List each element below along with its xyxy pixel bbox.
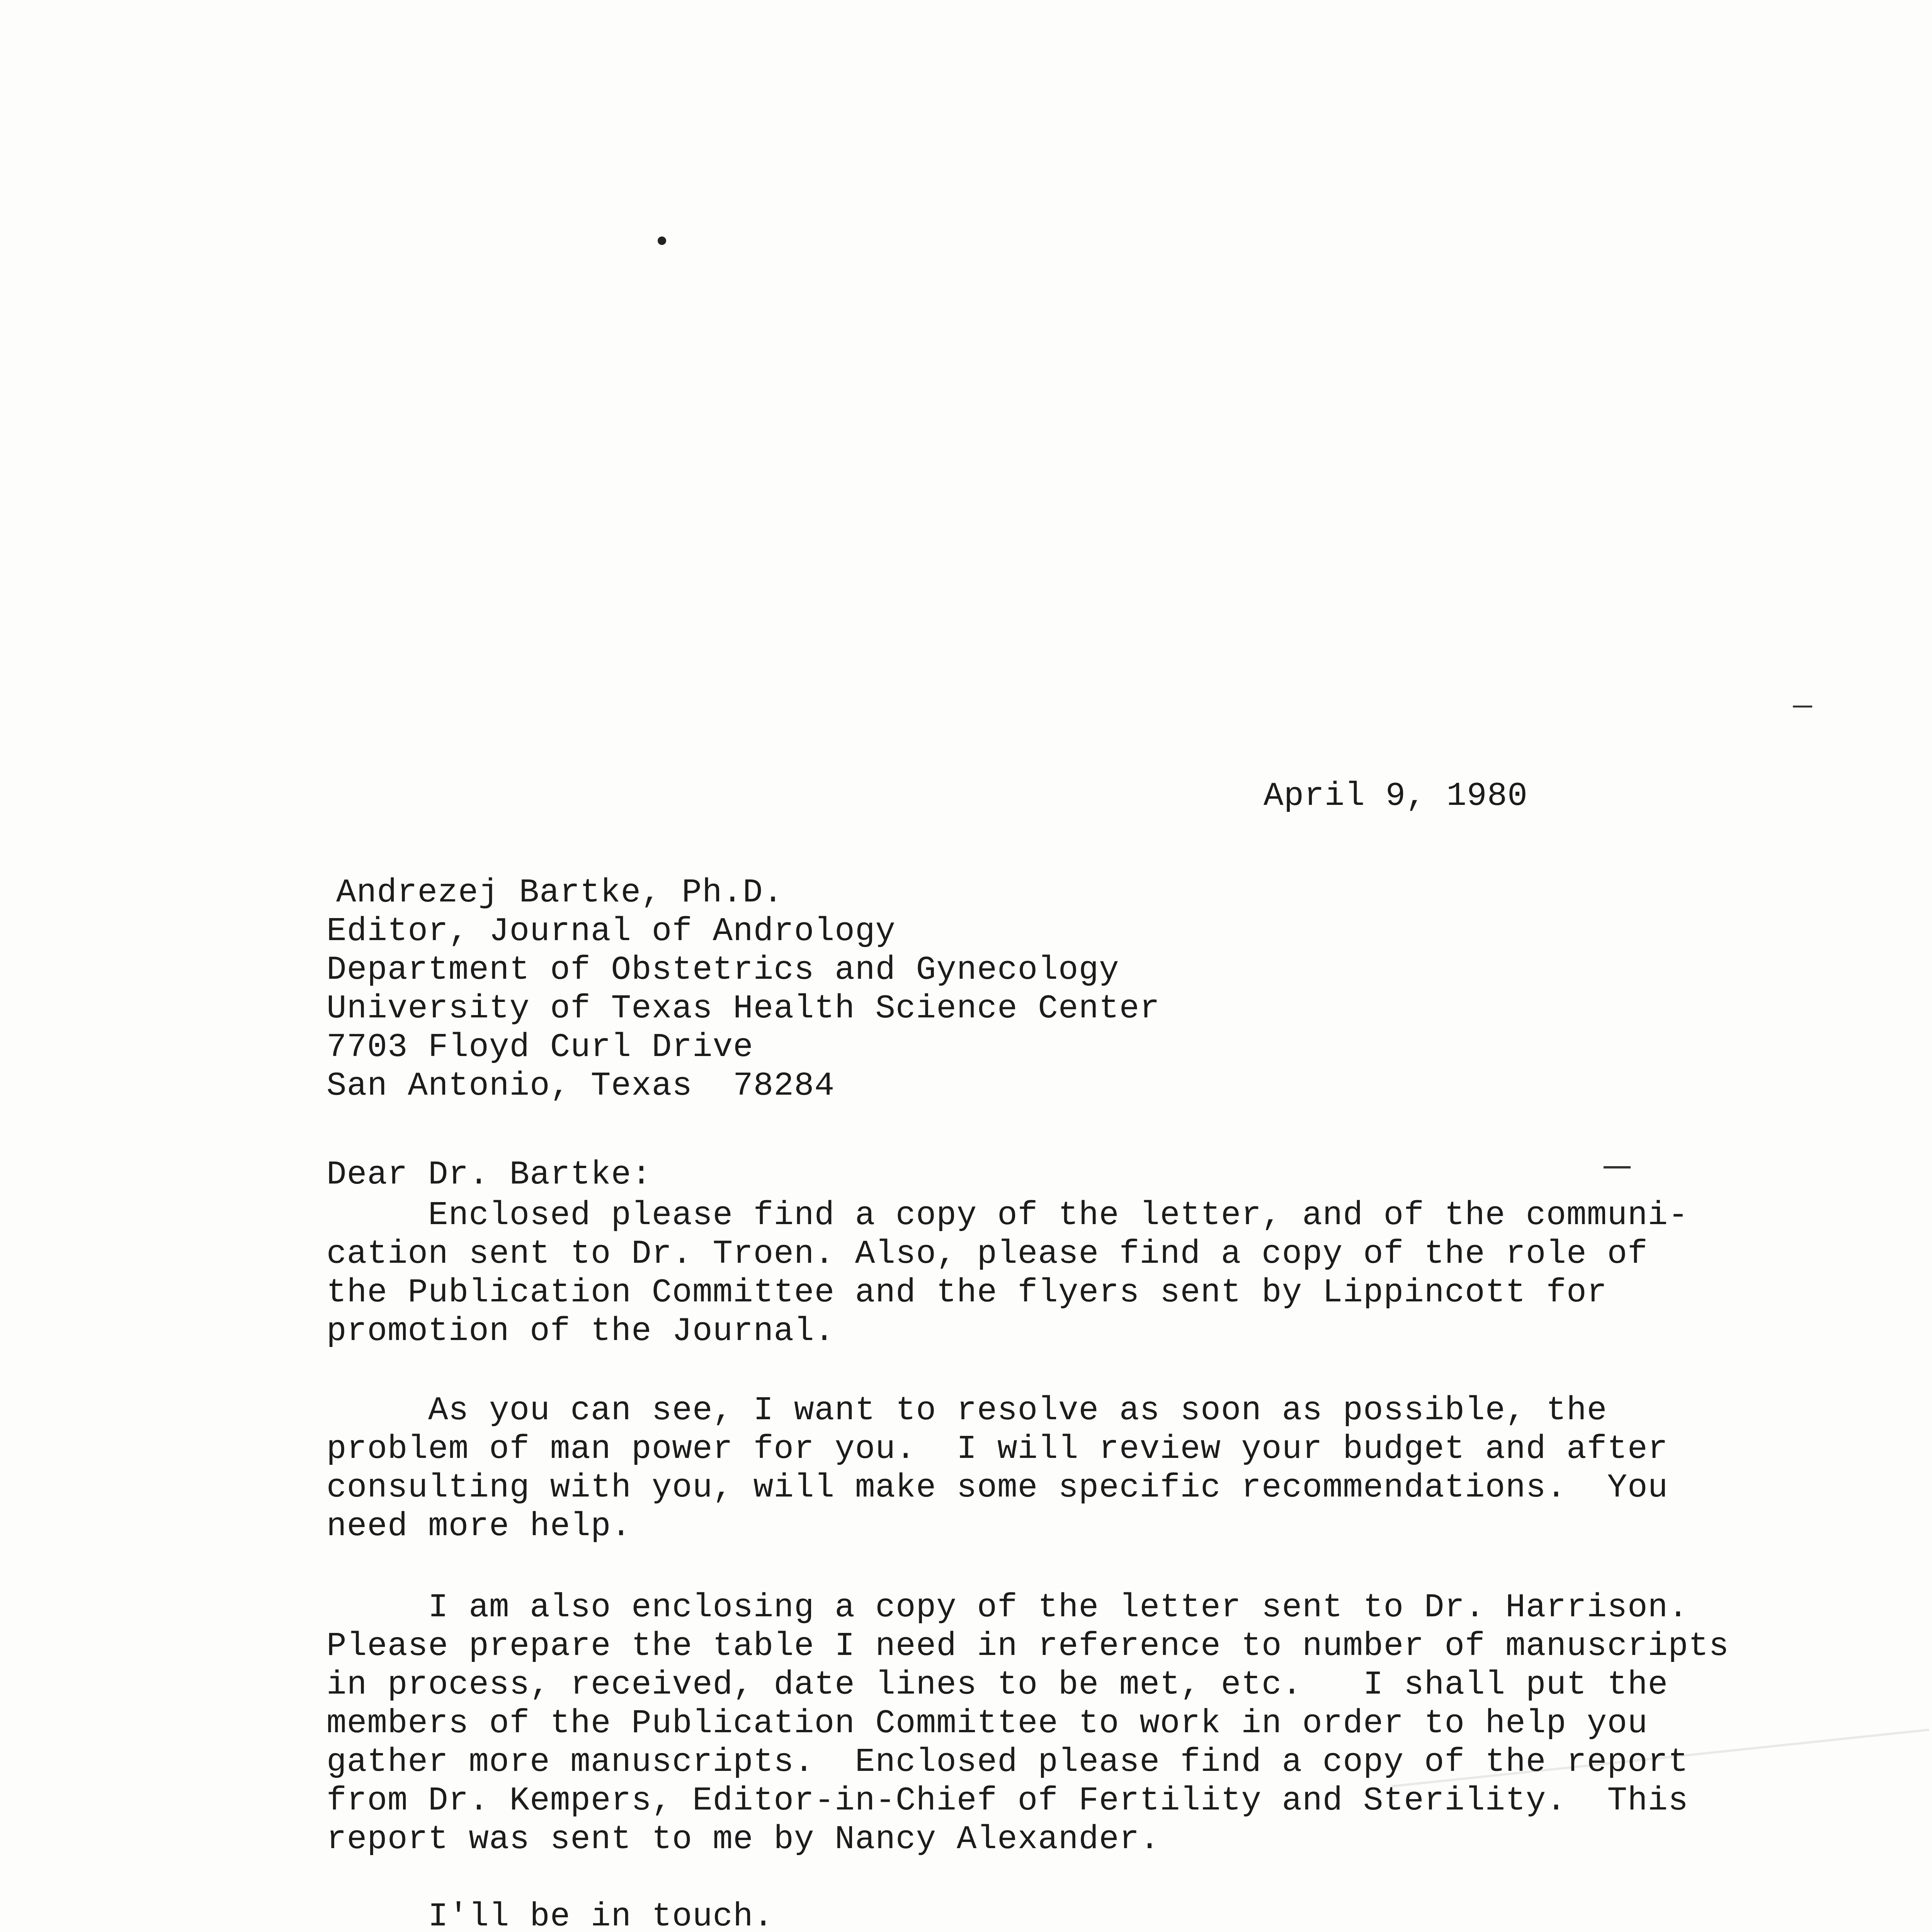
body-line: cation sent to Dr. Troen. Also, please find a copy of the role of bbox=[327, 1235, 1648, 1273]
body-line: Enclosed please find a copy of the letter, and of the communi- bbox=[327, 1196, 1689, 1234]
recipient-name: Andrezej Bartke, Ph.D. bbox=[336, 874, 784, 912]
body-line: members of the Publication Committee to work in order to help you bbox=[327, 1704, 1648, 1742]
body-line: consulting with you, will make some specific recommendations. You bbox=[327, 1469, 1668, 1507]
salutation: Dear Dr. Bartke: bbox=[327, 1156, 652, 1194]
letter-date: April 9, 1980 bbox=[1264, 777, 1528, 815]
body-line: As you can see, I want to resolve as soon as possible, the bbox=[327, 1391, 1607, 1429]
ink-speck bbox=[658, 236, 666, 245]
body-line: report was sent to me by Nancy Alexander. bbox=[327, 1820, 1160, 1858]
body-line: the Publication Committee and the flyers sent by Lippincott for bbox=[327, 1274, 1607, 1311]
recipient-city: San Antonio, Texas 78284 bbox=[327, 1067, 835, 1105]
body-paragraph-4: I'll be in touch. bbox=[327, 1898, 774, 1932]
recipient-title: Editor, Journal of Andrology bbox=[327, 912, 896, 950]
body-line: need more help. bbox=[327, 1507, 632, 1545]
body-line: problem of man power for you. I will review your budget and after bbox=[327, 1430, 1668, 1468]
recipient-institution: University of Texas Health Science Center bbox=[327, 990, 1160, 1027]
body-line: from Dr. Kempers, Editor-in-Chief of Fertility and Sterility. This bbox=[327, 1782, 1689, 1820]
recipient-street: 7703 Floyd Curl Drive bbox=[327, 1028, 753, 1066]
stray-mark bbox=[1793, 706, 1812, 707]
body-line: promotion of the Journal. bbox=[327, 1312, 835, 1350]
recipient-department: Department of Obstetrics and Gynecology bbox=[327, 951, 1119, 989]
stray-mark bbox=[1604, 1166, 1631, 1168]
body-line: Please prepare the table I need in reference to number of manuscripts bbox=[327, 1627, 1729, 1665]
body-line: in process, received, date lines to be met, etc. I shall put the bbox=[327, 1666, 1668, 1704]
body-line: I am also enclosing a copy of the letter sent to Dr. Harrison. bbox=[327, 1588, 1689, 1626]
body-line: gather more manuscripts. Enclosed please find a copy of the report bbox=[327, 1743, 1689, 1781]
